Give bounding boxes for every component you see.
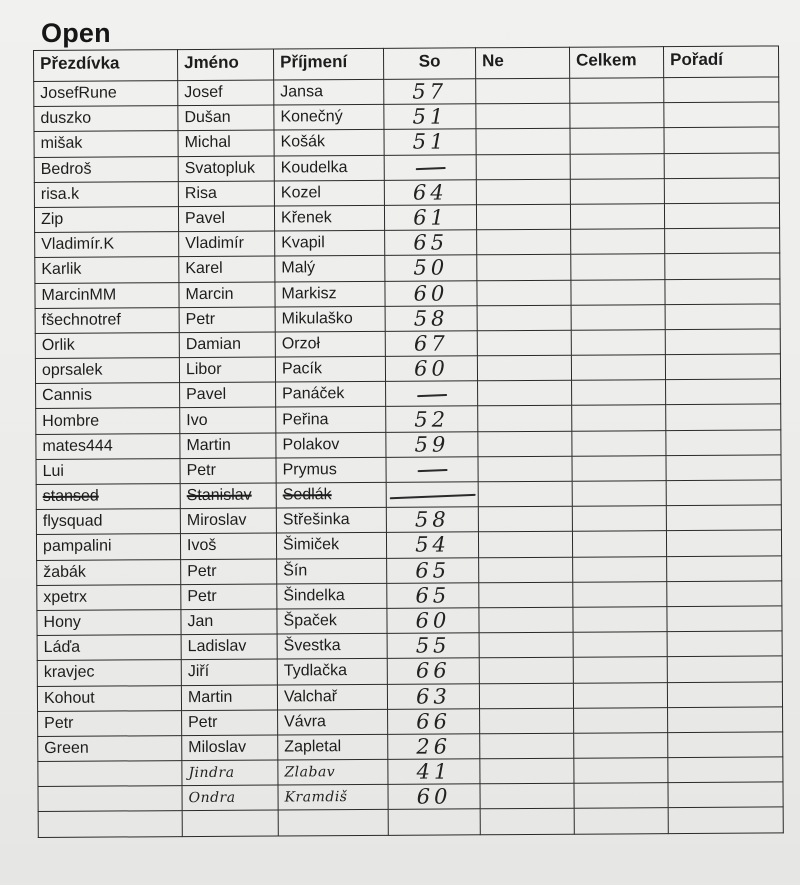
- cell-total: [572, 506, 666, 532]
- cell-nickname: [38, 786, 182, 812]
- header-total: Celkem: [569, 47, 663, 79]
- table-row: [38, 807, 783, 837]
- cell-saturday-score: [386, 457, 478, 483]
- cell-rank: [668, 782, 783, 808]
- cell-last-name: Jansa: [274, 79, 384, 105]
- cell-nickname: Bedroš: [34, 156, 178, 182]
- cell-first-name: Petr: [180, 458, 276, 484]
- cell-saturday-score: 66: [388, 708, 480, 734]
- cell-first-name: Ladislav: [181, 634, 277, 660]
- cell-total: [574, 758, 668, 784]
- cell-total: [570, 178, 664, 204]
- cell-nickname: Vladimír.K: [35, 232, 179, 258]
- cell-last-name: Mikulaško: [275, 306, 385, 332]
- cell-nickname: Cannis: [36, 383, 180, 409]
- cell-sunday-score: [476, 103, 570, 129]
- cell-saturday-score: 65: [387, 557, 479, 583]
- cell-saturday-score: 64: [384, 180, 476, 206]
- cell-rank: [668, 757, 783, 783]
- cell-sunday-score: [479, 632, 573, 658]
- cell-last-name: Šindelka: [277, 583, 387, 609]
- cell-nickname: duszko: [34, 106, 178, 132]
- no-score-dash: [415, 167, 445, 170]
- header-row: [34, 46, 779, 82]
- cell-first-name: Libor: [179, 357, 275, 383]
- cell-rank: [665, 329, 780, 355]
- header-last-name: Příjmení: [273, 48, 383, 80]
- cell-first-name: Ivoš: [180, 533, 276, 559]
- cell-last-name: Šín: [277, 558, 387, 584]
- cell-nickname: Kohout: [37, 685, 181, 711]
- cell-saturday-score: 60: [388, 784, 480, 810]
- cell-total: [570, 78, 664, 104]
- cell-sunday-score: [478, 456, 572, 482]
- cell-last-name: Kramdiš: [278, 785, 388, 811]
- cell-first-name: Petr: [181, 584, 277, 610]
- cell-nickname: oprsalek: [35, 358, 179, 384]
- cell-saturday-score: 51: [384, 129, 476, 155]
- cell-total: [574, 733, 668, 759]
- cell-sunday-score: [476, 78, 570, 104]
- results-table-wrapper: [33, 45, 783, 858]
- cell-saturday-score: 65: [385, 230, 477, 256]
- cell-saturday-score: 59: [386, 431, 478, 457]
- cell-sunday-score: [477, 305, 571, 331]
- cell-sunday-score: [478, 532, 572, 558]
- cell-saturday-score: 54: [386, 532, 478, 558]
- header-first-name: Jméno: [178, 49, 274, 81]
- cell-nickname: žabák: [37, 559, 181, 585]
- cell-rank: [667, 681, 782, 707]
- no-score-dash: [417, 394, 447, 397]
- results-table: [33, 45, 784, 837]
- cell-rank: [664, 203, 779, 229]
- cell-first-name: Michal: [178, 130, 274, 156]
- cell-saturday-score: [384, 154, 476, 180]
- cell-nickname: xpetrx: [37, 584, 181, 610]
- cell-total: [573, 682, 667, 708]
- cell-total: [572, 531, 666, 557]
- cell-rank: [664, 127, 779, 153]
- cell-last-name: [278, 810, 388, 836]
- cell-total: [572, 405, 666, 431]
- cell-sunday-score: [477, 229, 571, 255]
- cell-saturday-score: 61: [384, 205, 476, 231]
- cell-last-name: Polakov: [276, 432, 386, 458]
- cell-last-name: Tydlačka: [277, 659, 387, 685]
- cell-nickname: fšechnotref: [35, 307, 179, 333]
- no-score-dash: [389, 493, 475, 499]
- cell-last-name: Střešinka: [276, 508, 386, 534]
- cell-sunday-score: [480, 708, 574, 734]
- cell-sunday-score: [479, 683, 573, 709]
- cell-saturday-score: 67: [385, 331, 477, 357]
- cell-total: [571, 355, 665, 381]
- cell-nickname: Zip: [34, 207, 178, 233]
- cell-saturday-score: [388, 809, 480, 835]
- cell-first-name: Josef: [178, 80, 274, 106]
- cell-nickname: Orlik: [35, 332, 179, 358]
- table-body: [34, 77, 784, 837]
- cell-rank: [664, 178, 779, 204]
- cell-rank: [667, 606, 782, 632]
- cell-last-name: Pacík: [275, 356, 385, 382]
- cell-nickname: [38, 811, 182, 837]
- cell-last-name: Panáček: [276, 382, 386, 408]
- cell-last-name: Koudelka: [274, 155, 384, 181]
- cell-nickname: flysquad: [36, 509, 180, 535]
- cell-last-name: Křenek: [274, 205, 384, 231]
- cell-rank: [667, 555, 782, 581]
- cell-nickname: kravjec: [37, 660, 181, 686]
- cell-rank: [667, 581, 782, 607]
- cell-last-name: Konečný: [274, 105, 384, 131]
- cell-first-name: Jan: [181, 609, 277, 635]
- sheet-title: Open: [41, 18, 111, 48]
- cell-rank: [666, 379, 781, 405]
- cell-last-name: Košák: [274, 130, 384, 156]
- cell-rank: [668, 807, 783, 833]
- cell-last-name: Sedlák: [276, 482, 386, 508]
- cell-first-name: Miroslav: [180, 508, 276, 534]
- cell-total: [574, 783, 668, 809]
- cell-rank: [667, 656, 782, 682]
- cell-first-name: Pavel: [180, 382, 276, 408]
- cell-sunday-score: [478, 431, 572, 457]
- cell-total: [572, 455, 666, 481]
- cell-sunday-score: [477, 355, 571, 381]
- cell-nickname: pampalini: [36, 534, 180, 560]
- header-nickname: Přezdívka: [34, 50, 178, 82]
- cell-sunday-score: [477, 330, 571, 356]
- cell-sunday-score: [480, 783, 574, 809]
- cell-saturday-score: [386, 381, 478, 407]
- cell-last-name: Orzoł: [275, 331, 385, 357]
- cell-first-name: Damian: [179, 332, 275, 358]
- cell-saturday-score: 26: [388, 734, 480, 760]
- cell-saturday-score: 60: [385, 280, 477, 306]
- cell-nickname: mates444: [36, 433, 180, 459]
- cell-sunday-score: [476, 179, 570, 205]
- cell-first-name: Ivo: [180, 407, 276, 433]
- cell-total: [571, 330, 665, 356]
- cell-sunday-score: [478, 506, 572, 532]
- cell-total: [570, 103, 664, 129]
- cell-total: [572, 430, 666, 456]
- cell-last-name: Valchař: [277, 684, 387, 710]
- cell-nickname: JosefRune: [34, 81, 178, 107]
- cell-sunday-score: [476, 129, 570, 155]
- cell-last-name: Vávra: [278, 709, 388, 735]
- cell-sunday-score: [479, 658, 573, 684]
- no-score-dash: [417, 469, 447, 472]
- cell-last-name: Šimiček: [276, 533, 386, 559]
- cell-total: [572, 481, 666, 507]
- cell-total: [573, 632, 667, 658]
- cell-saturday-score: 50: [385, 255, 477, 281]
- cell-first-name: Martin: [181, 685, 277, 711]
- cell-total: [571, 254, 665, 280]
- cell-last-name: Zapletal: [278, 734, 388, 760]
- cell-sunday-score: [479, 607, 573, 633]
- cell-sunday-score: [476, 204, 570, 230]
- cell-first-name: [182, 810, 278, 836]
- cell-saturday-score: 51: [384, 104, 476, 130]
- cell-sunday-score: [476, 154, 570, 180]
- cell-sunday-score: [479, 557, 573, 583]
- cell-saturday-score: 58: [385, 305, 477, 331]
- cell-sunday-score: [478, 481, 572, 507]
- cell-last-name: Špaček: [277, 608, 387, 634]
- cell-first-name: Miloslav: [182, 735, 278, 761]
- cell-last-name: Švestka: [277, 633, 387, 659]
- cell-saturday-score: [386, 482, 478, 508]
- cell-total: [573, 556, 667, 582]
- cell-last-name: Kozel: [274, 180, 384, 206]
- cell-saturday-score: 60: [385, 356, 477, 382]
- cell-nickname: Karlik: [35, 257, 179, 283]
- cell-total: [571, 229, 665, 255]
- cell-nickname: stansed: [36, 484, 180, 510]
- cell-total: [573, 581, 667, 607]
- cell-first-name: Petr: [179, 307, 275, 333]
- cell-total: [571, 304, 665, 330]
- cell-saturday-score: 66: [387, 658, 479, 684]
- cell-last-name: Markisz: [275, 281, 385, 307]
- cell-nickname: Hombre: [36, 408, 180, 434]
- cell-nickname: Láďa: [37, 635, 181, 661]
- cell-sunday-score: [479, 582, 573, 608]
- header-rank: Pořadí: [663, 46, 778, 78]
- cell-sunday-score: [480, 809, 574, 835]
- cell-first-name: Stanislav: [180, 483, 276, 509]
- cell-saturday-score: 58: [386, 507, 478, 533]
- cell-rank: [667, 631, 782, 657]
- cell-sunday-score: [478, 380, 572, 406]
- cell-first-name: Petr: [182, 710, 278, 736]
- cell-sunday-score: [480, 733, 574, 759]
- header-saturday: So: [383, 48, 475, 80]
- cell-rank: [668, 707, 783, 733]
- cell-first-name: Ondra: [182, 785, 278, 811]
- cell-sunday-score: [478, 406, 572, 432]
- cell-saturday-score: 41: [388, 759, 480, 785]
- cell-rank: [665, 354, 780, 380]
- cell-nickname: Lui: [36, 458, 180, 484]
- cell-last-name: Kvapil: [275, 230, 385, 256]
- cell-saturday-score: 63: [387, 683, 479, 709]
- cell-first-name: Risa: [178, 181, 274, 207]
- cell-sunday-score: [477, 280, 571, 306]
- cell-rank: [664, 77, 779, 103]
- cell-last-name: Zlabav: [278, 759, 388, 785]
- cell-rank: [664, 102, 779, 128]
- cell-nickname: Green: [38, 735, 182, 761]
- cell-first-name: Marcin: [179, 282, 275, 308]
- cell-first-name: Karel: [179, 256, 275, 282]
- cell-nickname: mišak: [34, 131, 178, 157]
- cell-rank: [666, 455, 781, 481]
- cell-total: [572, 380, 666, 406]
- cell-last-name: Peřina: [276, 407, 386, 433]
- cell-rank: [665, 253, 780, 279]
- cell-sunday-score: [477, 255, 571, 281]
- cell-saturday-score: 60: [387, 608, 479, 634]
- cell-saturday-score: 52: [386, 406, 478, 432]
- cell-first-name: Pavel: [178, 206, 274, 232]
- cell-rank: [666, 404, 781, 430]
- cell-rank: [665, 278, 780, 304]
- cell-nickname: Hony: [37, 610, 181, 636]
- cell-total: [570, 153, 664, 179]
- cell-first-name: Svatopluk: [178, 156, 274, 182]
- cell-saturday-score: 57: [384, 79, 476, 105]
- cell-first-name: Jindra: [182, 760, 278, 786]
- cell-last-name: Prymus: [276, 457, 386, 483]
- cell-total: [571, 279, 665, 305]
- cell-rank: [668, 732, 783, 758]
- cell-first-name: Dušan: [178, 105, 274, 131]
- cell-nickname: Petr: [38, 710, 182, 736]
- cell-rank: [666, 505, 781, 531]
- cell-total: [573, 607, 667, 633]
- cell-first-name: Petr: [181, 559, 277, 585]
- cell-rank: [665, 304, 780, 330]
- cell-total: [570, 204, 664, 230]
- cell-saturday-score: 55: [387, 633, 479, 659]
- cell-rank: [666, 530, 781, 556]
- cell-nickname: MarcinMM: [35, 282, 179, 308]
- cell-total: [574, 707, 668, 733]
- cell-sunday-score: [480, 758, 574, 784]
- cell-first-name: Jiří: [181, 659, 277, 685]
- cell-total: [574, 808, 668, 834]
- cell-total: [570, 128, 664, 154]
- cell-first-name: Martin: [180, 433, 276, 459]
- cell-saturday-score: 65: [387, 583, 479, 609]
- cell-first-name: Vladimír: [179, 231, 275, 257]
- header-sunday: Ne: [475, 47, 569, 79]
- cell-rank: [665, 228, 780, 254]
- cell-total: [573, 657, 667, 683]
- cell-rank: [666, 430, 781, 456]
- cell-nickname: risa.k: [34, 181, 178, 207]
- cell-rank: [666, 480, 781, 506]
- cell-last-name: Malý: [275, 256, 385, 282]
- cell-nickname: [38, 761, 182, 787]
- cell-rank: [664, 153, 779, 179]
